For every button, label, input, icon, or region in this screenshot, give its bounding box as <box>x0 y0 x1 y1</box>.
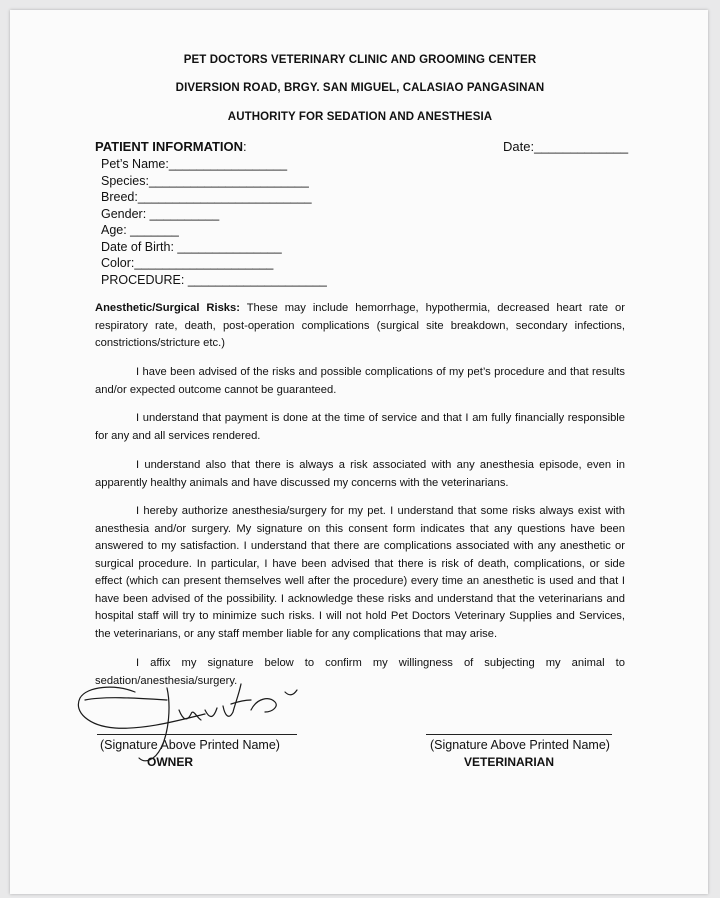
clinic-name: PET DOCTORS VETERINARY CLINIC AND GROOMING CENTER <box>183 54 537 66</box>
gender-field: Gender: __________ <box>101 207 220 221</box>
paragraph-risk: I understand also that there is always a risk associated with any anesthesia episode, even in apparently healthy animals and have discussed my concerns with the veterinarians. <box>95 459 625 489</box>
owner-signature-caption: (Signature Above Printed Name) <box>100 738 280 752</box>
paragraph-authorization: I hereby authorize anesthesia/surgery for my pet. I understand that some risks always exist with anesthesia and/or surgery. My signature on this consent form indicates that any questions have been answered to my satisfaction. I understand that there are complications associated with any anesthetic or surgical procedure. In particular, I have been advised that there is risk of death, complications, or side effect (which can present themselves well after the procedure) every time an anesthetic is used and that I have been advised of the possibility. I acknowledge these risks and understand that the veterinarians and hospital staff will try to minimize such risks. I will not hold Pet Doctors Veterinary Supplies and Services, the veterinarians, or any staff member liable for any complications that may arise. <box>95 505 625 640</box>
vet-signature-line <box>426 734 612 735</box>
risks-paragraph <box>95 300 625 353</box>
vet-signature-caption: (Signature Above Printed Name) <box>430 738 610 752</box>
risks-label: Anesthetic/Surgical Risks: <box>95 302 240 314</box>
procedure-field: PROCEDURE: ____________________ <box>101 273 327 287</box>
age-field: Age: _______ <box>101 223 179 237</box>
breed-field: Breed:_________________________ <box>101 190 312 204</box>
form-title: AUTHORITY FOR SEDATION AND ANESTHESIA <box>227 111 493 123</box>
patient-info-heading-colon: : <box>243 139 247 154</box>
owner-role-label: OWNER <box>147 755 193 769</box>
risks-text: These may include hemorrhage, hypothermia, decreased heart rate or respiratory rate, death, post-operation complications (surgical site breakdown, secondary infections, constrictions/stricture etc.) <box>95 302 625 349</box>
paragraph-payment: I understand that payment is done at the time of service and that I am fully financially responsible for any and all services rendered. <box>95 412 625 442</box>
color-field: Color:____________________ <box>101 256 274 270</box>
patient-info-heading <box>95 139 247 154</box>
vet-role-label: VETERINARIAN <box>464 755 555 769</box>
owner-handwritten-signature <box>75 670 305 770</box>
paragraph-advised: I have been advised of the risks and possible complications of my pet’s procedure and that results and/or expected outcome cannot be guaranteed. <box>95 366 625 396</box>
date-field: Date:_____________ <box>503 139 629 154</box>
paragraph-affix: I affix my signature below to confirm my willingness of subjecting my animal to sedation/anesthesia/surgery. <box>95 657 625 687</box>
patient-info-heading-text: PATIENT INFORMATION <box>95 139 244 154</box>
pet-name-field: Pet’s Name:_________________ <box>101 157 288 171</box>
clinic-address: DIVERSION ROAD, BRGY. SAN MIGUEL, CALASIAO PANGASINAN <box>175 82 545 94</box>
species-field: Species:_______________________ <box>101 174 309 188</box>
date-of-birth-field: Date of Birth: _______________ <box>101 240 282 254</box>
